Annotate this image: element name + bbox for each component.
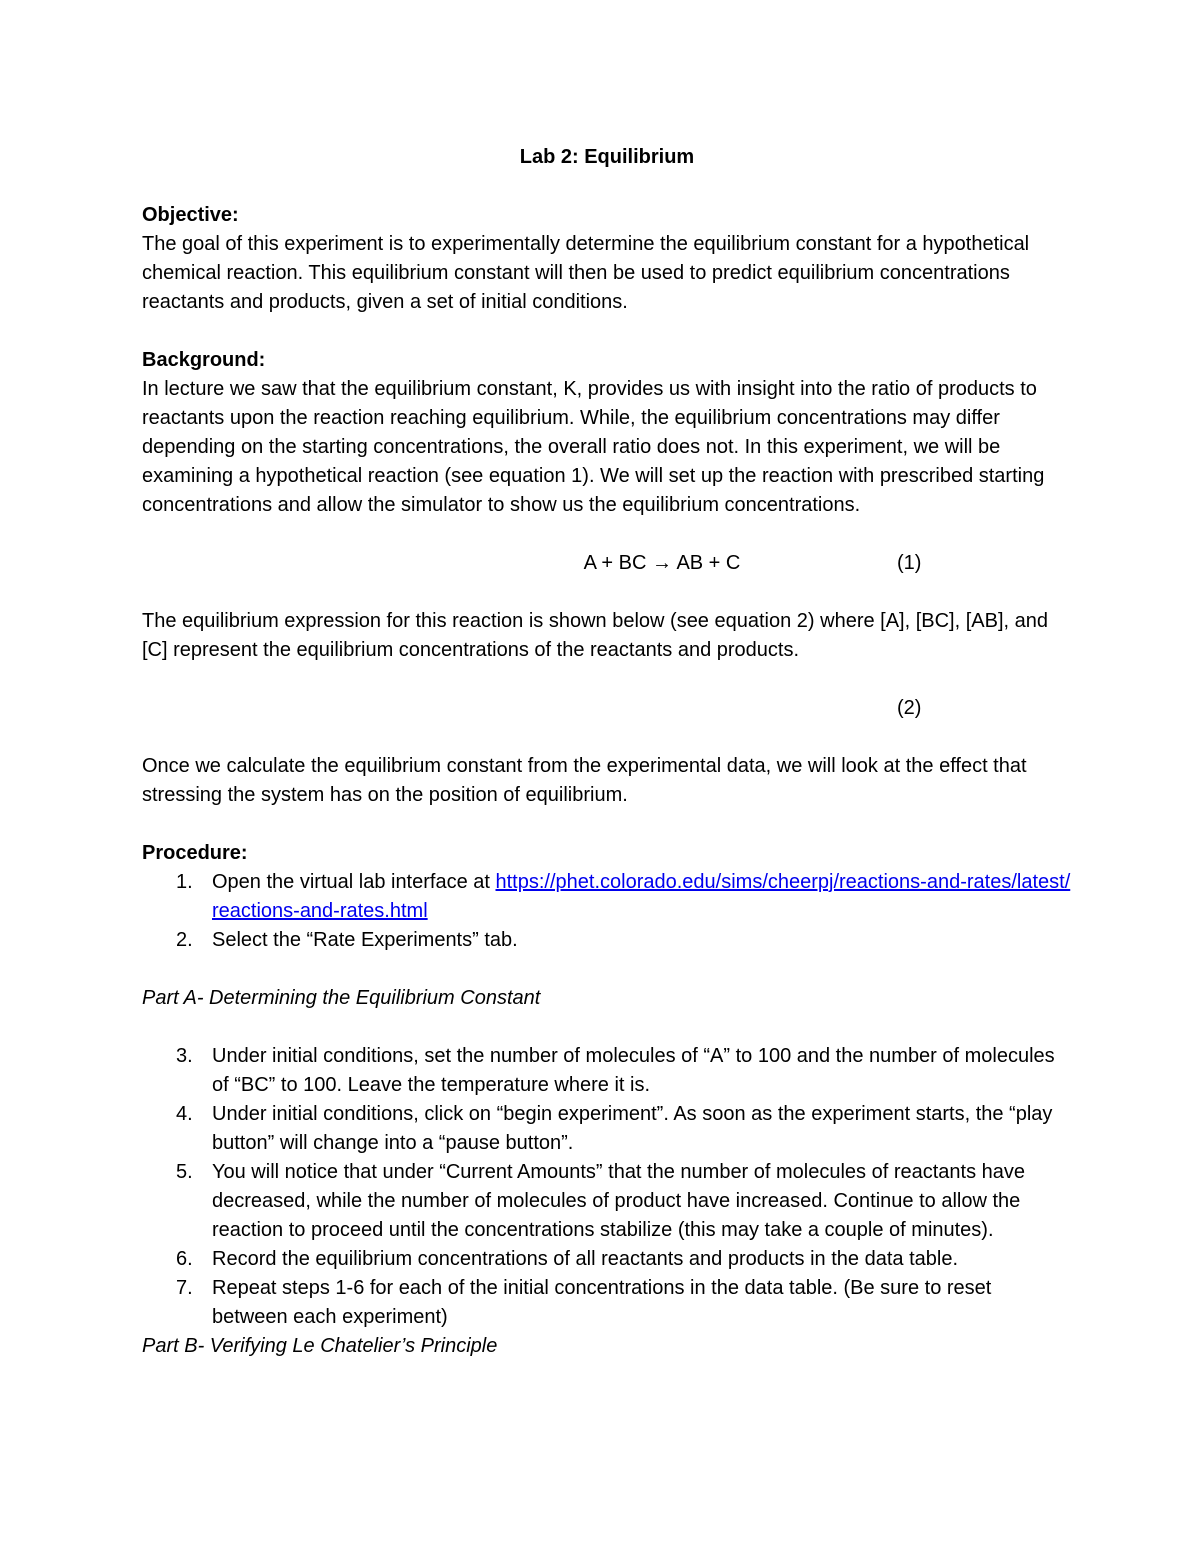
step-text: Repeat steps 1-6 for each of the initial concentrations in the data table. (Be sure to reset between each experiment) [212,1277,992,1328]
list-item [142,1245,1072,1274]
equation-2-number: (2) [897,697,922,719]
stress-text: Once we calculate the equilibrium constant from the experimental data, we will look at the effect that stressing the system has on the position of equilibrium. [142,755,1027,806]
part-b-title: Part B- Verifying Le Chatelier’s Principle [142,1335,498,1357]
document-page [142,143,1072,1361]
step-number: 5. [176,1161,193,1183]
list-item [142,1158,1072,1245]
list-item [142,1274,1072,1332]
step-number: 6. [176,1248,193,1270]
step-number: 1. [176,871,193,893]
phet-sim-link[interactable]: https://phet.colorado.edu/sims/cheerpj/reactions-and-rates/latest/reactions-and-rates.html [212,871,1071,922]
page-title: Lab 2: Equilibrium [519,146,695,168]
step-number: 4. [176,1103,193,1125]
list-item [142,1100,1072,1158]
procedure-heading: Procedure: [142,842,248,864]
procedure-steps-intro [142,868,1072,955]
step-number: 2. [176,929,193,951]
objective-heading: Objective: [142,204,239,226]
part-a-title: Part A- Determining the Equilibrium Constant [142,987,541,1009]
step-text: Record the equilibrium concentrations of all reactants and products in the data table. [212,1248,958,1270]
background-heading: Background: [142,349,266,371]
list-item [142,868,1072,926]
list-item [142,1042,1072,1100]
step-text: Open the virtual lab interface at [212,871,496,893]
step-number: 7. [176,1277,193,1299]
step-text: You will notice that under “Current Amounts” that the number of molecules of reactants have decreased, while the number of molecules of product have increased. Continue to allow the reaction to proceed until the concentrations stabilize (this may take a couple of minutes). [212,1161,1026,1241]
step-text: Under initial conditions, click on “begin experiment”. As soon as the experiment starts, the “play button” will change into a “pause button”. [212,1103,1053,1154]
procedure-steps-part-a [142,1042,1072,1332]
equation-2-row [142,694,1072,723]
step-text: Under initial conditions, set the number of molecules of “A” to 100 and the number of molecules of “BC” to 100. Leave the temperature where it is. [212,1045,1055,1096]
equation-1-number: (1) [897,552,922,574]
step-number: 3. [176,1045,193,1067]
step-text: Select the “Rate Experiments” tab. [212,929,518,951]
background-text: In lecture we saw that the equilibrium constant, K, provides us with insight into the ratio of products to reactants upon the reaction reaching equilibrium. While, the equilibrium concentrations may differ depending on the starting concentrations, the overall ratio does not. In this experiment, we will be examining a hypothetical reaction (see equation 1). We will set up the reaction with prescribed starting concentrations and allow the simulator to show us the equilibrium concentrations. [142,378,1045,516]
equation-1: A + BC → AB + C [583,552,741,574]
list-item [142,926,1072,955]
equilibrium-expression-text: The equilibrium expression for this reaction is shown below (see equation 2) where [A], [BC], [AB], and [C] represent the equilibrium concentrations of the reactants and products. [142,610,1049,661]
objective-text: The goal of this experiment is to experimentally determine the equilibrium constant for a hypothetical chemical reaction. This equilibrium constant will then be used to predict equilibrium concentrations reactants and products, given a set of initial conditions. [142,233,1030,313]
equation-1-row [142,549,1072,578]
